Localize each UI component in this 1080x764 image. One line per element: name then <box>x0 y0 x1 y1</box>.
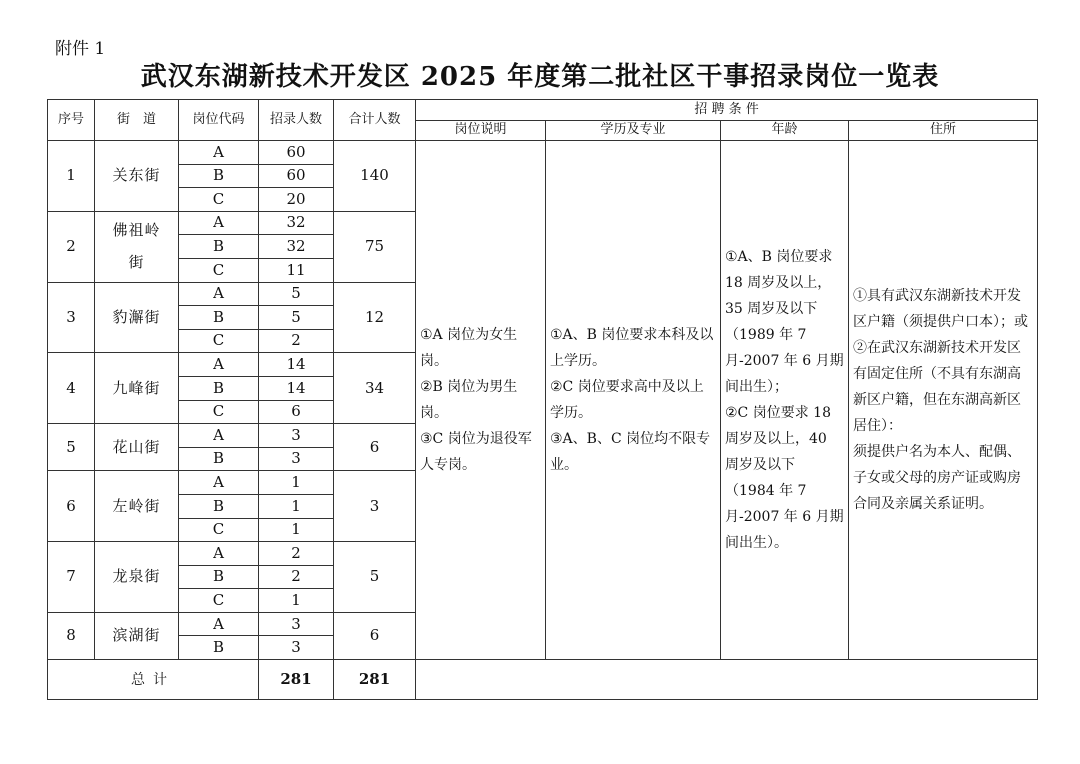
post-count-cell: 1 <box>259 518 334 542</box>
street-total-cell: 5 <box>334 542 416 613</box>
condition-residence-line: ①具有武汉东湖新技术开发区户籍（须提供户口本）；或 <box>853 288 1028 331</box>
header-edu: 学历及专业 <box>546 121 721 141</box>
post-count-cell: 14 <box>259 376 334 400</box>
summary-label: 总计 <box>48 660 259 700</box>
post-code-cell: C <box>179 589 259 613</box>
street-total-cell: 3 <box>334 471 416 542</box>
post-code-cell: C <box>179 400 259 424</box>
post-count-cell: 1 <box>259 494 334 518</box>
post-code-cell: B <box>179 565 259 589</box>
condition-desc-line: ①A 岗位为女生岗。 <box>420 327 518 370</box>
condition-edu-line: ③A、B、C 岗位均不限专业。 <box>550 431 711 474</box>
street-cell: 佛祖岭街 <box>95 211 179 282</box>
post-count-cell: 1 <box>259 589 334 613</box>
seq-cell: 6 <box>48 471 95 542</box>
post-count-cell: 2 <box>259 565 334 589</box>
post-count-cell: 3 <box>259 424 334 448</box>
seq-cell: 3 <box>48 282 95 353</box>
post-code-cell: A <box>179 282 259 306</box>
header-seq: 序号 <box>48 100 95 141</box>
summary-total: 281 <box>334 660 416 700</box>
post-code-cell: B <box>179 164 259 188</box>
post-code-cell: C <box>179 188 259 212</box>
seq-cell: 2 <box>48 211 95 282</box>
condition-desc-line: ③C 岗位为退役军人专岗。 <box>420 431 532 474</box>
header-age: 年龄 <box>721 121 849 141</box>
post-code-cell: C <box>179 329 259 353</box>
post-count-cell: 60 <box>259 141 334 165</box>
condition-edu-cell <box>546 141 721 660</box>
summary-row <box>48 660 1038 700</box>
header-street: 街 道 <box>95 100 179 141</box>
post-count-cell: 32 <box>259 235 334 259</box>
post-code-cell: A <box>179 353 259 377</box>
street-cell: 花山街 <box>95 424 179 471</box>
post-count-cell: 5 <box>259 306 334 330</box>
condition-age-cell <box>721 141 849 660</box>
condition-edu-line: ①A、B 岗位要求本科及以上学历。 <box>550 327 714 370</box>
street-cell: 龙泉街 <box>95 542 179 613</box>
header-desc: 岗位说明 <box>416 121 546 141</box>
street-total-cell: 34 <box>334 353 416 424</box>
street-total-cell: 6 <box>334 424 416 471</box>
seq-cell: 7 <box>48 542 95 613</box>
post-count-cell: 32 <box>259 211 334 235</box>
summary-count: 281 <box>259 660 334 700</box>
post-count-cell: 2 <box>259 329 334 353</box>
recruitment-table <box>47 99 1038 700</box>
post-count-cell: 3 <box>259 612 334 636</box>
page-title: 武汉东湖新技术开发区 2025 年度第二批社区干事招录岗位一览表 <box>140 62 940 92</box>
header-code: 岗位代码 <box>179 100 259 141</box>
street-total-cell: 140 <box>334 141 416 212</box>
post-code-cell: B <box>179 494 259 518</box>
seq-cell: 4 <box>48 353 95 424</box>
street-total-cell: 75 <box>334 211 416 282</box>
post-count-cell: 2 <box>259 542 334 566</box>
attachment-label: 附件 1 <box>55 39 106 59</box>
header-total: 合计人数 <box>334 100 416 141</box>
post-count-cell: 3 <box>259 447 334 471</box>
post-code-cell: B <box>179 306 259 330</box>
post-code-cell: B <box>179 376 259 400</box>
post-count-cell: 11 <box>259 258 334 282</box>
header-residence: 住所 <box>849 121 1038 141</box>
condition-residence-cell <box>849 141 1038 660</box>
seq-cell: 1 <box>48 141 95 212</box>
post-code-cell: C <box>179 258 259 282</box>
condition-desc-line: ②B 岗位为男生岗。 <box>420 379 518 422</box>
post-code-cell: A <box>179 542 259 566</box>
condition-age-line: ①A、B 岗位要求 18 周岁及以上，35 周岁及以下（1989 年 7 月-2007 年 6 月期间出生）； <box>725 249 844 396</box>
post-count-cell: 14 <box>259 353 334 377</box>
post-code-cell: A <box>179 141 259 165</box>
post-code-cell: B <box>179 636 259 660</box>
summary-empty <box>416 660 1038 700</box>
post-count-cell: 1 <box>259 471 334 495</box>
header-conditions: 招 聘 条 件 <box>416 100 1038 121</box>
condition-desc-cell <box>416 141 546 660</box>
post-count-cell: 5 <box>259 282 334 306</box>
street-total-cell: 6 <box>334 612 416 659</box>
street-total-cell: 12 <box>334 282 416 353</box>
post-count-cell: 6 <box>259 400 334 424</box>
street-cell: 左岭街 <box>95 471 179 542</box>
post-count-cell: 60 <box>259 164 334 188</box>
header-count: 招录人数 <box>259 100 334 141</box>
seq-cell: 8 <box>48 612 95 659</box>
street-cell: 关东街 <box>95 141 179 212</box>
post-code-cell: A <box>179 612 259 636</box>
post-code-cell: B <box>179 235 259 259</box>
post-count-cell: 20 <box>259 188 334 212</box>
seq-cell: 5 <box>48 424 95 471</box>
street-cell: 九峰街 <box>95 353 179 424</box>
post-code-cell: C <box>179 518 259 542</box>
street-cell: 豹澥街 <box>95 282 179 353</box>
post-code-cell: A <box>179 424 259 448</box>
post-code-cell: A <box>179 471 259 495</box>
condition-residence-line: ②在武汉东湖新技术开发区有固定住所（不具有东湖高新区户籍，但在东湖高新区居住）： <box>853 340 1021 435</box>
condition-age-line: ②C 岗位要求 18 周岁及以上，40 周岁及以下（1984 年 7 月-2007 年 6 月期间出生）。 <box>725 405 844 552</box>
post-count-cell: 3 <box>259 636 334 660</box>
street-cell: 滨湖街 <box>95 612 179 659</box>
condition-residence-line: 须提供户名为本人、配偶、子女或父母的房产证或购房合同及亲属关系证明。 <box>853 444 1021 513</box>
table-row <box>48 141 1038 165</box>
post-code-cell: A <box>179 211 259 235</box>
condition-edu-line: ②C 岗位要求高中及以上学历。 <box>550 379 704 422</box>
post-code-cell: B <box>179 447 259 471</box>
